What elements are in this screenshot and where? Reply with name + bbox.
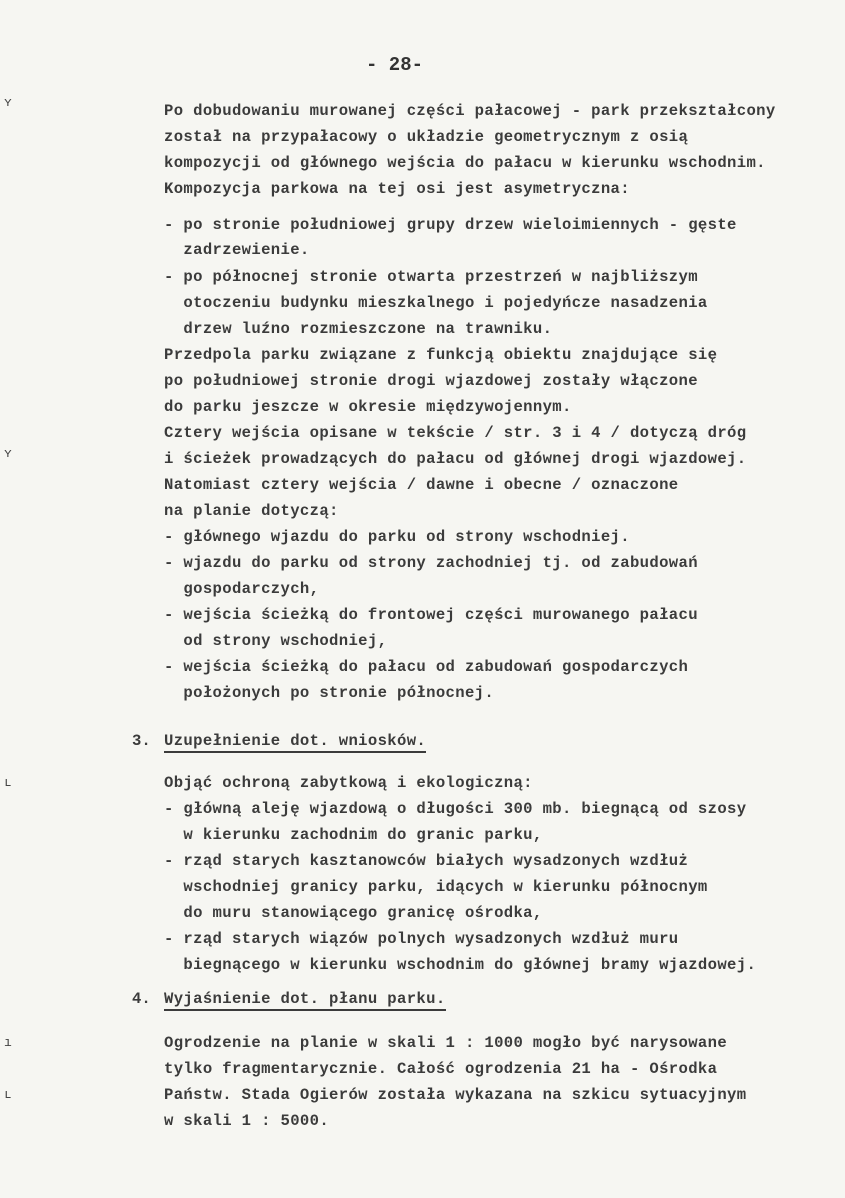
list-item-line: drzew luźno rozmieszczone na trawniku. — [164, 320, 553, 338]
margin-mark: ʏ — [4, 95, 12, 110]
page-number: - 28- — [366, 54, 424, 76]
list-item-line: zadrzewienie. — [164, 241, 310, 259]
list-item-line: położonych po stronie północnej. — [164, 684, 495, 702]
paragraph-line: w skali 1 : 5000. — [164, 1112, 330, 1130]
paragraph-line: Państw. Stada Ogierów została wykazana na szkicu sytuacyjnym — [164, 1086, 747, 1104]
list-item-line: - po północnej stronie otwarta przestrzeń w najbliższym — [164, 268, 698, 286]
section-3-intro: Objąć ochroną zabytkową i ekologiczną: — [164, 774, 533, 792]
paragraph-line: Przedpola parku związane z funkcją obiektu znajdujące się — [164, 346, 718, 364]
list-item-line: - po stronie południowej grupy drzew wieloimiennych - gęste — [164, 216, 737, 234]
list-item-line: - wejścia ścieżką do frontowej części murowanego pałacu — [164, 606, 698, 624]
section-3-title: Uzupełnienie dot. wniosków. — [164, 732, 426, 753]
section-4-number: 4. — [132, 990, 151, 1008]
paragraph-line: Kompozycja parkowa na tej osi jest asymetryczna: — [164, 180, 630, 198]
paragraph-line: po południowej stronie drogi wjazdowej zostały włączone — [164, 372, 698, 390]
paragraph-line: Po dobudowaniu murowanej części pałacowej - park przekształcony — [164, 102, 776, 120]
paragraph-line: do parku jeszcze w okresie międzywojennym. — [164, 398, 572, 416]
paragraph-line: kompozycji od głównego wejścia do pałacu w kierunku wschodnim. — [164, 154, 766, 172]
list-item-line: wschodniej granicy parku, idących w kierunku północnym — [164, 878, 708, 896]
list-item-line: otoczeniu budynku mieszkalnego i pojedyńcze nasadzenia — [164, 294, 708, 312]
list-item-line: od strony wschodniej, — [164, 632, 388, 650]
paragraph-line: Natomiast cztery wejścia / dawne i obecne / oznaczone — [164, 476, 679, 494]
list-item-line: w kierunku zachodnim do granic parku, — [164, 826, 543, 844]
paragraph-line: został na przypałacowy o układzie geometrycznym z osią — [164, 128, 689, 146]
paragraph-line: Cztery wejścia opisane w tekście / str. 3 i 4 / dotyczą dróg — [164, 424, 747, 442]
paragraph-line: i ścieżek prowadzących do pałacu od głównej drogi wjazdowej. — [164, 450, 747, 468]
margin-mark: ʟ — [4, 1087, 12, 1102]
section-4-title: Wyjaśnienie dot. płanu parku. — [164, 990, 446, 1011]
list-item-line: - głównego wjazdu do parku od strony wschodniej. — [164, 528, 630, 546]
list-item-line: - wejścia ścieżką do pałacu od zabudowań gospodarczych — [164, 658, 689, 676]
paragraph-line: tylko fragmentarycznie. Całość ogrodzenia 21 ha - Ośrodka — [164, 1060, 718, 1078]
paragraph-line: Ogrodzenie na planie w skali 1 : 1000 mogło być narysowane — [164, 1034, 728, 1052]
list-item-line: - rząd starych kasztanowców białych wysadzonych wzdłuż — [164, 852, 689, 870]
margin-mark: ʏ — [4, 446, 12, 461]
list-item-line: - główną aleję wjazdową o długości 300 mb. biegnącą od szosy — [164, 800, 747, 818]
list-item-line: biegnącego w kierunku wschodnim do głównej bramy wjazdowej. — [164, 956, 757, 974]
list-item-line: - wjazdu do parku od strony zachodniej tj. od zabudowań — [164, 554, 698, 572]
margin-mark: ı — [4, 1035, 12, 1050]
paragraph-line: na planie dotyczą: — [164, 502, 339, 520]
margin-mark: ʟ — [4, 775, 12, 790]
list-item-line: do muru stanowiącego granicę ośrodka, — [164, 904, 543, 922]
section-3-number: 3. — [132, 732, 151, 750]
list-item-line: gospodarczych, — [164, 580, 320, 598]
list-item-line: - rząd starych wiązów polnych wysadzonych wzdłuż muru — [164, 930, 679, 948]
